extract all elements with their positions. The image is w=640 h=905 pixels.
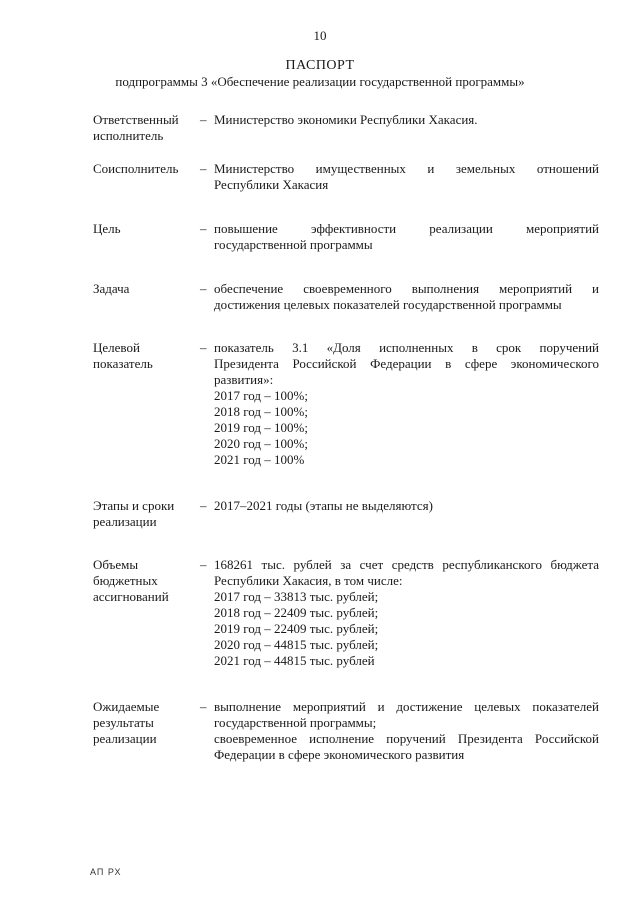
value-line: 2017 год – 100%; [214,388,308,403]
row-dash: – [200,221,207,236]
value-line: 2018 год – 100%; [214,404,308,419]
value-line: 2019 год – 100%; [214,420,308,435]
row-dash: – [200,699,207,714]
value-line: Республики Хакасия [214,177,329,192]
value-line: достижения целевых показателей государственной программы [214,297,562,312]
value-line: 2020 год – 100%; [214,436,308,451]
label-line: Этапы и сроки [93,498,175,513]
row-dash: – [200,112,207,127]
value-line: развития»: [214,372,274,387]
value-line: государственной программы; [214,715,377,730]
label-line: Целевой [93,340,140,355]
row-dash: – [200,498,207,513]
row-dash: – [200,281,207,296]
label-line: реализации [93,731,157,746]
value-line: выполнение мероприятий и достижение целевых показателей [214,699,599,714]
value-line: 2017–2021 годы (этапы не выделяются) [214,498,433,513]
row-dash: – [200,161,207,176]
value-line: Министерство имущественных и земельных отношений [214,161,599,176]
value-line: Федерации в сфере экономического развития [214,747,465,762]
value-line: государственной программы [214,237,373,252]
label-line: реализации [93,514,157,529]
label-line: Задача [93,281,130,296]
row-label [93,161,198,177]
value-line: 2019 год – 22409 тыс. рублей; [214,621,379,636]
value-line: 2021 год – 100% [214,452,305,467]
label-line: Ожидаемые [93,699,160,714]
value-line: 2018 год – 22409 тыс. рублей; [214,605,379,620]
value-line: 168261 тыс. рублей за счет средств республиканского бюджета [214,557,599,572]
value-line: повышение эффективности реализации мероприятий [214,221,599,236]
document-title: ПАСПОРТ [285,58,355,73]
row-label [93,557,198,605]
value-line: 2021 год – 44815 тыс. рублей [214,653,375,668]
label-line: показатель [93,356,153,371]
value-line: Министерство экономики Республики Хакасия. [214,112,478,127]
label-line: Цель [93,221,121,236]
row-label [93,221,198,237]
value-line: 2020 год – 44815 тыс. рублей; [214,637,379,652]
row-dash: – [200,340,207,355]
page-number: 10 [313,28,327,43]
label-line: ассигнований [93,589,169,604]
label-line: Объемы [93,557,139,572]
label-line: бюджетных [93,573,158,588]
value-line: показатель 3.1 «Доля исполненных в срок поручений [214,340,599,355]
row-value [214,112,599,128]
label-line: Соисполнитель [93,161,179,176]
value-line: своевременное исполнение поручений Президента Российской [214,731,599,746]
footer-mark: АП РХ [90,867,122,877]
row-value [214,699,599,763]
row-value [214,340,599,468]
row-label [93,498,198,530]
label-line: результаты [93,715,154,730]
row-value [214,557,599,669]
row-value [214,161,599,193]
row-label [93,112,198,144]
row-label [93,340,198,372]
row-label [93,281,198,297]
value-line: 2017 год – 33813 тыс. рублей; [214,589,379,604]
value-line: Республики Хакасия, в том числе: [214,573,403,588]
row-value [214,498,599,514]
row-value [214,281,599,313]
label-line: исполнитель [93,128,164,143]
row-dash: – [200,557,207,572]
row-label [93,699,198,747]
value-line: Президента Российской Федерации в сфере экономического [214,356,599,371]
document-subtitle: подпрограммы 3 «Обеспечение реализации государственной программы» [115,74,525,89]
row-value [214,221,599,253]
value-line: обеспечение своевременного выполнения мероприятий и [214,281,599,296]
label-line: Ответственный [93,112,179,127]
